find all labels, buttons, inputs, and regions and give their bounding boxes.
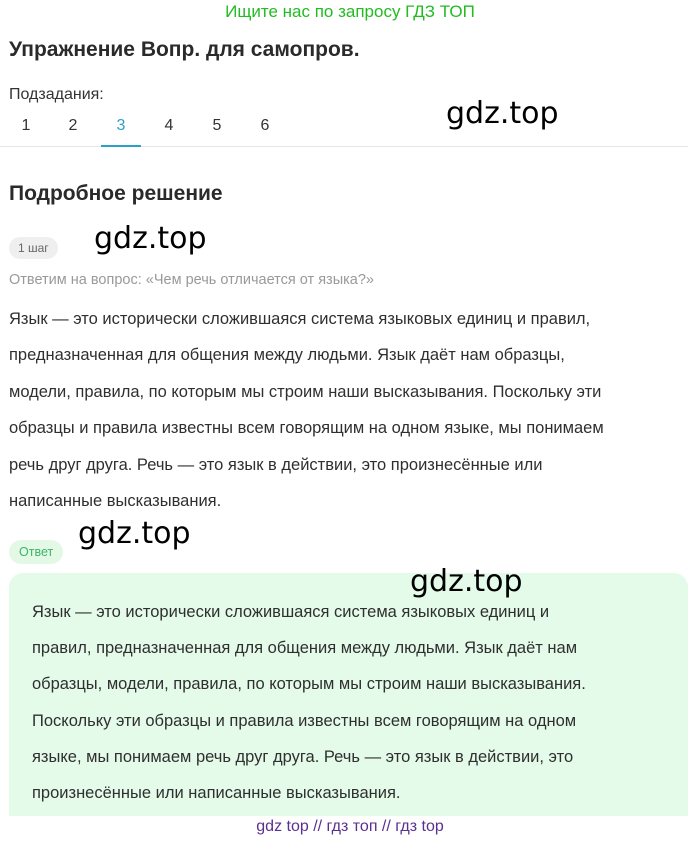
watermark: gdz.top — [78, 516, 191, 551]
tab-subtask-6[interactable]: 6 — [260, 117, 270, 134]
watermark: gdz.top — [410, 564, 523, 599]
step-badge: 1 шаг — [9, 237, 58, 259]
tab-subtask-4[interactable]: 4 — [164, 117, 174, 134]
question-text: Ответим на вопрос: «Чем речь отличается от языка?» — [9, 272, 374, 288]
solution-line: Язык — это исторически сложившаяся система языковых единиц и правил, — [9, 310, 591, 328]
tab-subtask-2[interactable]: 2 — [68, 117, 78, 134]
answer-line: Язык — это исторически сложившаяся система языковых единиц и — [32, 603, 550, 621]
solution-line: образцы и правила известны всем говорящим на одном языке, мы понимаем — [9, 419, 604, 438]
watermark: gdz.top — [94, 221, 207, 256]
solution-text — [9, 301, 689, 519]
footer-links[interactable]: gdz top // гдз топ // гдз top — [256, 818, 444, 835]
solution-line: речь друг друга. Речь — это язык в действии, это произнесённые или — [9, 455, 543, 474]
tab-subtask-5[interactable]: 5 — [212, 117, 222, 134]
answer-line: произнесённые или написанные высказывания. — [32, 784, 401, 803]
page-title: Упражнение Вопр. для самопров. — [9, 38, 360, 61]
answer-text — [32, 594, 682, 811]
watermark: gdz.top — [446, 96, 559, 131]
answer-badge: Ответ — [9, 540, 63, 564]
search-hint-banner: Ищите нас по запросу ГДЗ ТОП — [225, 2, 475, 21]
tab-subtask-3[interactable]: 3 — [101, 107, 141, 147]
answer-line: Поскольку эти образцы и правила известны всем говорящим на одном — [32, 711, 577, 730]
subtask-tabs — [0, 107, 688, 147]
subtasks-label: Подзадания: — [9, 86, 104, 103]
solution-line: модели, правила, по которым мы строим наши высказывания. Поскольку эти — [9, 382, 602, 401]
answer-line: правил, предназначенная для общения между людьми. Язык даёт нам — [32, 639, 578, 658]
solution-line: написанные высказывания. — [9, 492, 222, 511]
answer-line: языке, мы понимаем речь друг друга. Речь — это язык в действии, это — [32, 747, 574, 766]
answer-line: образцы, модели, правила, по которым мы строим наши высказывания. — [32, 675, 586, 694]
tab-subtask-1[interactable]: 1 — [21, 117, 31, 134]
solution-title: Подробное решение — [9, 182, 223, 205]
solution-line: предназначенная для общения между людьми. Язык даёт нам образцы, — [9, 346, 565, 365]
